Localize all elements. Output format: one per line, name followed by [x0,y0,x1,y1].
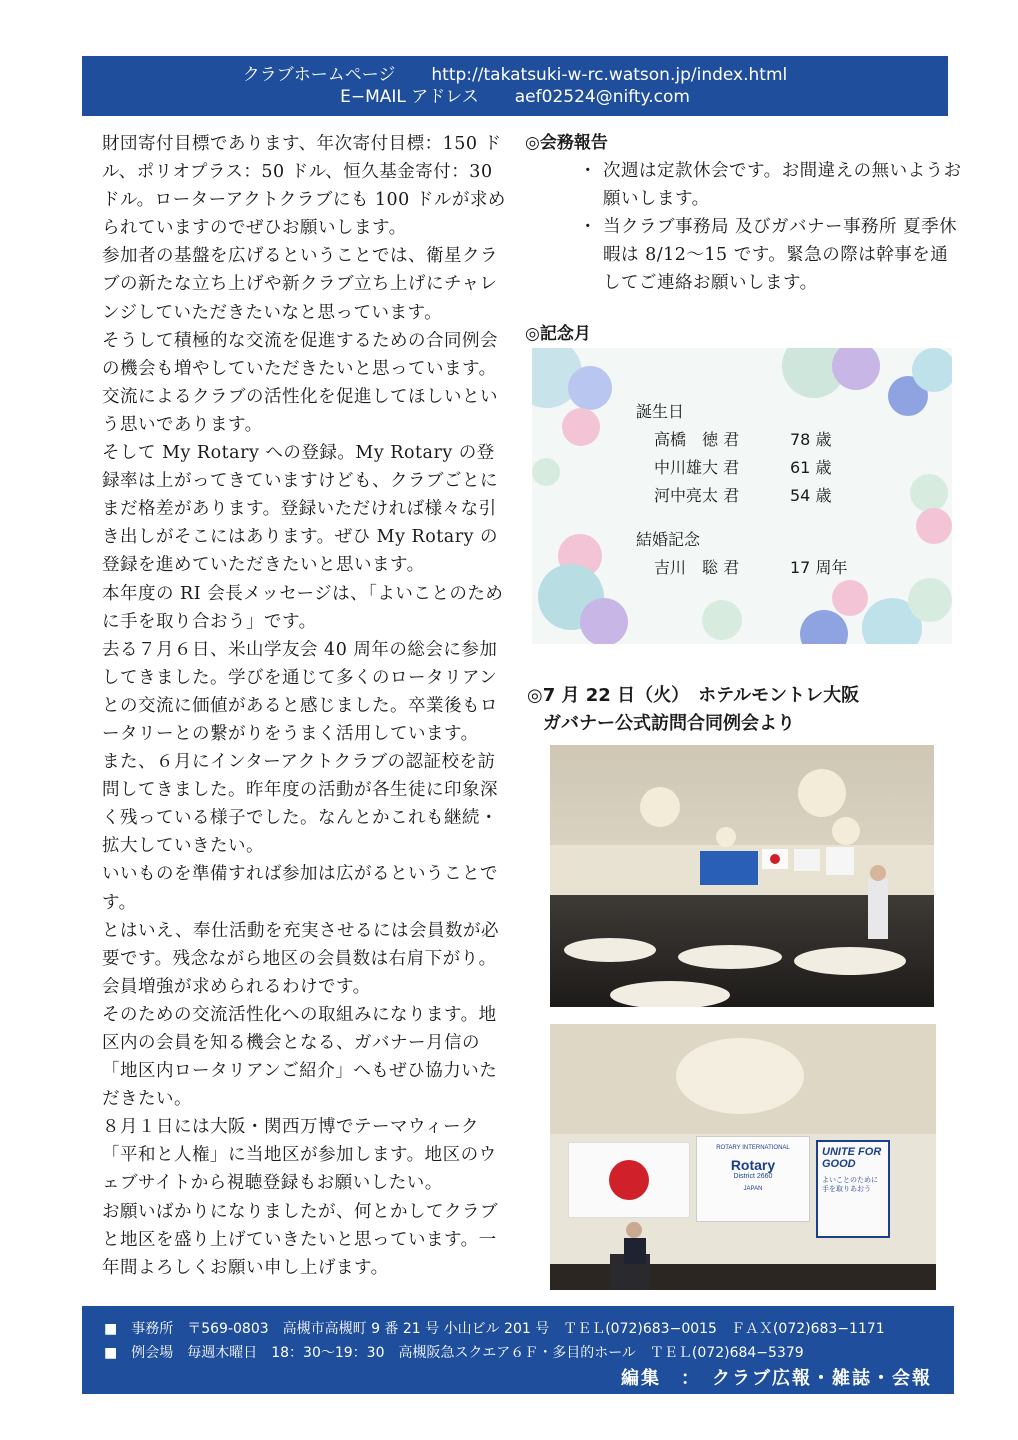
member-age: 78 歳 [790,430,832,449]
report-section [525,128,965,344]
paragraph: そして My Rotary への登録。My Rotary の登録率は上がってきていますけども、クラブごとにまだ格差があります。登録いただければ様々な引き出しがそこにはあります。ぜひ My Rotary の登録を進めていただきたいと思います。 [102,443,499,576]
japan-flag [568,1142,690,1218]
report-item: ・ 次週は定款休会です。お間違えの無いようお願いします。 [591,157,965,213]
wedding-label: 結婚記念 [636,530,701,549]
wedding-row [636,554,847,582]
report-heading: ◎会務報告 [525,133,608,153]
birthday-row [636,454,847,482]
paragraph: いいものを準備すれば参加は広がるということです。 [102,864,498,913]
footer-banner [82,1306,954,1394]
flower-decoration [568,366,612,410]
paragraph: とはいえ、奉仕活動を充実させるには会員数が必要です。残念ながら地区の会員数は右肩下がり。会員増強が求められるわけです。 [102,920,500,997]
email-link[interactable]: aef02524@nifty.com [514,87,690,107]
paragraph: そのための交流活性化への取組みになります。地区内の会員を知る機会となる、ガバナー月信の「地区内ロータリアンご紹介」へもぜひ協力いただきたい。 [102,1004,498,1110]
office-info: ■ 事務所 〒569-0803 高槻市高槻町 9 番 21 号 小山ビル 201 号 ＴＥＬ(072)683−0015 ＦＡＸ(072)683−1171 [104,1321,885,1337]
report-list [551,157,965,297]
flower-decoration [910,474,948,512]
anniversary-heading: ◎記念月 [525,324,591,344]
president-message [102,130,510,1282]
birthday-row [636,482,847,510]
flower-decoration [832,348,880,390]
flower-decoration [580,598,628,644]
flower-decoration [800,610,848,644]
rotary-banner [696,1136,810,1222]
paragraph: お願いばかりになりましたが、何とかしてクラブと地区を盛り上げていきたいと思っています。一年間よろしくお願い申し上げます。 [102,1201,498,1278]
event-heading [527,682,859,738]
member-name: 河中亮太 君 [654,486,740,505]
paragraph: ８月１日には大阪・関西万博でテーマウィーク「平和と人権」に当地区が参加します。地区のウェブサイトから視聴登録もお願いしたい。 [102,1117,497,1194]
member-name: 吉川 聡 君 [654,558,740,577]
email-label: E−MAIL アドレス [340,87,479,107]
homepage-label: クラブホームページ [242,65,396,85]
homepage-link[interactable]: http://takatsuki-w-rc.watson.jp/index.html [431,65,788,85]
stage-photo [550,1024,936,1290]
rotary-international-text: ROTARY INTERNATIONAL [716,1145,790,1151]
meeting-info: ■ 例会場 毎週木曜日 18：30〜19：30 高槻阪急スクエア６Ｆ・多目的ホール ＴＥＬ(072)684−5379 [104,1345,804,1361]
anniversary-card [532,348,952,644]
editor-credit: 編集 ： クラブ広報・雑誌・会報 [621,1368,932,1389]
banquet-hall-photo [550,745,934,1007]
flower-decoration [912,348,952,392]
paragraph: 去る７月６日、米山学友会 40 周年の総会に参加してきました。学びを通じて多くのロータリアンとの交流に価値があると感じました。卒業後もロータリーとの繋がりをうまく活用しています。 [102,639,498,744]
event-subtitle: ガバナー公式訪問合同例会より [543,713,795,734]
paragraph: 本年度の RI 会長メッセージは、「よいことのために手を取り合おう」です。 [102,583,504,632]
member-age: 61 歳 [790,458,832,477]
paragraph: また、６月にインターアクトクラブの認証校を訪問してきました。昨年度の活動が各生徒に印象深く残っている様子でした。なんとかこれも継続・拡大していきたい。 [102,752,498,857]
rotary-country-text: JAPAN [743,1186,763,1192]
flower-decoration [832,580,868,616]
unite-for-good-banner [816,1140,890,1238]
unite-for-good-text: UNITE FOR GOOD [822,1146,882,1170]
flower-decoration [916,508,952,544]
rotary-logo-text: Rotary [730,1157,776,1173]
member-name: 高橋 徳 君 [654,430,740,449]
header-banner [82,56,948,116]
birthday-row [636,426,847,454]
event-title: ◎7 月 22 日（火） ホテルモントレ大阪 [527,685,860,706]
anniversary-list [636,398,847,582]
rotary-district-text: District 2660 [733,1173,773,1180]
paragraph: 参加者の基盤を広げるということでは、衛星クラブの新たな立ち上げや新クラブ立ち上げにチャレンジしていただきたいなと思っています。 [102,246,498,323]
member-age: 54 歳 [790,486,832,505]
flower-decoration [532,458,560,486]
paragraph: 財団寄付目標であります、年次寄付目標：150 ドル、ポリオプラス：50 ドル、恒久基金寄付：30 ドル。ローターアクトクラブにも 100 ドルが求められていますのでぜひお願いします。 [102,134,506,239]
report-item: ・ 当クラブ事務局 及びガバナー事務所 夏季休暇は 8/12〜15 です。緊急の際は幹事を通してご連絡お願いします。 [591,213,965,297]
banquet-hall-image [550,745,934,1007]
flower-decoration [702,600,742,640]
flower-decoration [562,408,600,446]
paragraph: そうして積極的な交流を促進するための合同例会の機会も増やしていただきたいと思っています。交流によるクラブの活性化を促進してほしいという思いであります。 [102,330,498,435]
unite-jp-text: よいことのために手を取りあおう [822,1177,878,1193]
birthday-label: 誕生日 [636,402,685,421]
member-name: 中川雄大 君 [654,458,740,477]
flower-decoration [908,578,952,622]
member-years: 17 周年 [790,558,848,577]
